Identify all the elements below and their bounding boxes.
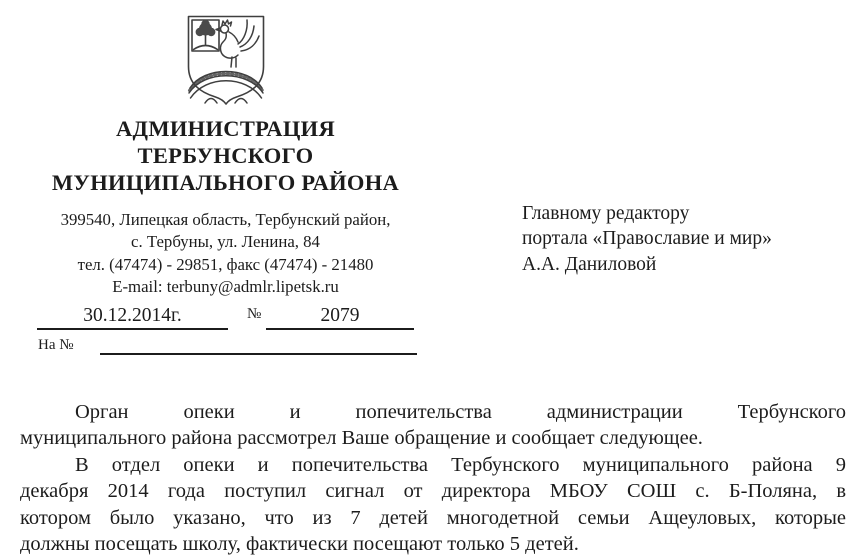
address-line: с. Тербуны, ул. Ленина, 84 — [131, 232, 320, 252]
letter-date: 30.12.2014г. — [37, 305, 228, 330]
org-name-line: ТЕРБУНСКОГО — [137, 143, 314, 168]
body-line: муниципального района рассмотрел Ваше обращение и сообщает следующее. — [20, 427, 703, 450]
recipient-line: портала «Православие и мир» — [522, 228, 772, 250]
recipient-block — [522, 201, 772, 277]
rooster-figure — [216, 20, 259, 67]
recipient-line: Главному редактору — [522, 203, 690, 224]
number-sign: № — [247, 306, 262, 323]
coat-of-arms-icon — [186, 14, 266, 107]
body-line: Орган опеки и попечительства администрации Тербунского — [75, 401, 846, 423]
reply-reference-row — [18, 336, 433, 356]
address-line: 399540, Липецкая область, Тербунский район, — [60, 210, 391, 229]
letter-number: 2079 — [266, 305, 414, 330]
recipient-line: А.А. Даниловой — [522, 253, 657, 275]
org-contacts — [18, 209, 433, 298]
date-number-row — [18, 306, 433, 330]
org-name-line: МУНИЦИПАЛЬНОГО РАЙОНА — [51, 170, 400, 195]
body-line: декабря 2014 года поступил сигнал от директора МБОУ СОШ с. Б-Поляна, в — [20, 480, 846, 503]
bridge-figure — [189, 72, 263, 104]
letter-body — [20, 399, 846, 557]
letterhead — [18, 14, 433, 356]
phone-fax-line: тел. (47474) - 29851, факс (47474) - 21480 — [77, 254, 374, 274]
tree-crown — [195, 20, 215, 36]
body-line: котором было указано, что из 7 детей многодетной семьи Ащеуловых, которые — [20, 506, 846, 529]
body-line: В отдел опеки и попечительства Тербунского муниципального района 9 — [75, 453, 846, 476]
org-name — [18, 115, 433, 196]
reply-number-blank — [100, 339, 417, 355]
email-line: E-mail: terbuny@admlr.lipetsk.ru — [112, 276, 339, 296]
org-name-line: АДМИНИСТРАЦИЯ — [116, 116, 335, 141]
body-line: должны посещать школу, фактически посещают только 5 детей. — [20, 533, 579, 556]
reply-to-label: На № — [38, 337, 74, 354]
